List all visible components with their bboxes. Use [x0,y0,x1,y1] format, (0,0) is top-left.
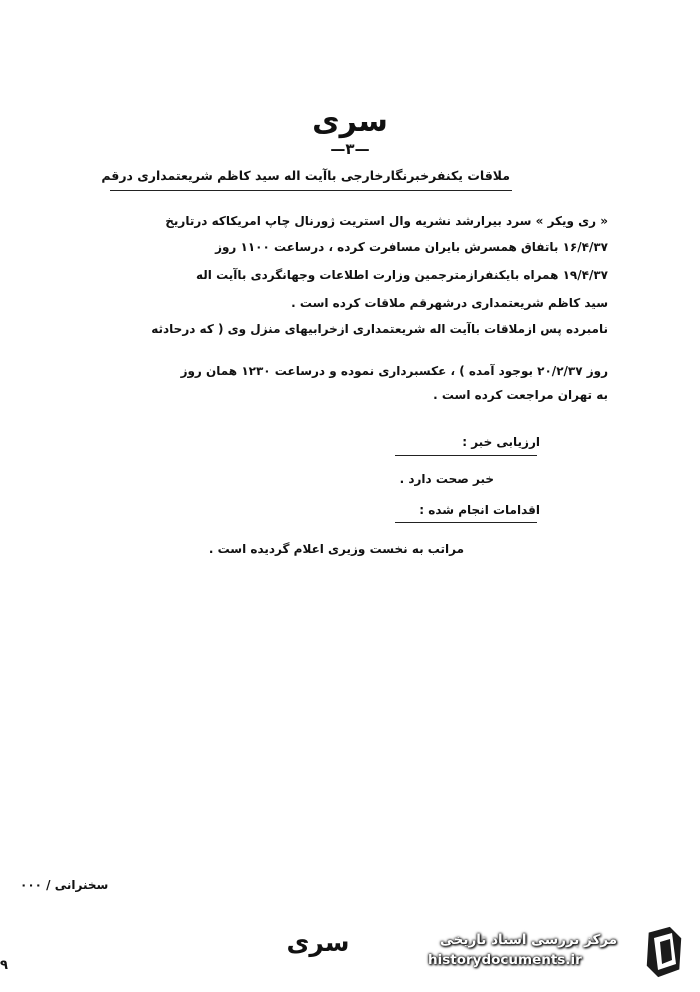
watermark-url: historydocuments.ir [428,952,582,968]
archive-logo-icon [640,924,686,980]
assessment-underline [395,455,537,456]
file-reference: سخنرانی / ۰۰۰ [20,878,109,892]
actions-heading: اقدامات انجام شده : [419,503,540,517]
body-line-5: نامبرده پس ازملاقات باآیت اله شریعتمداری ازخرابیهای منزل وی ( که درحادثه [151,322,608,336]
classification-header: سری [312,104,388,139]
assessment-text: خبر صحت دارد . [399,472,494,486]
actions-underline [395,522,537,523]
body-line-3: ۱۹/۴/۳۷ همراه بایکنفرازمترجمین وزارت اطلاعات وجهانگردی باآیت اله [196,268,608,282]
actions-text: مراتب به نخست وزیری اعلام گردیده است . [208,542,464,556]
watermark-name: مرکز بررسی اسناد تاریخی [440,932,618,948]
assessment-heading: ارزیابی خبر : [462,435,540,449]
edge-page-number: ۹ [0,958,8,973]
page-number: —۳— [330,140,370,158]
document-subject: ملاقات یکنفرخبرنگارخارجی باآیت اله سید کاظم شریعتمداری درقم [101,168,510,183]
subject-underline [110,190,512,191]
classification-footer: سری [286,928,350,957]
body-line-1: « ری ویکر » سرد بیرارشد نشریه وال استریت ژورنال چاپ امریکاکه درتاریخ [165,214,608,228]
body-line-7: به تهران مراجعت کرده است . [433,388,608,402]
body-line-2: ۱۶/۴/۳۷ باتفاق همسرش بایران مسافرت کرده ، درساعت ۱۱۰۰ روز [215,240,608,254]
body-line-4: سید کاظم شریعتمداری درشهرقم ملاقات کرده است . [291,296,608,310]
body-line-6: روز ۲۰/۲/۳۷ بوجود آمده ) ، عکسبرداری نموده و درساعت ۱۲۳۰ همان روز [180,364,608,378]
